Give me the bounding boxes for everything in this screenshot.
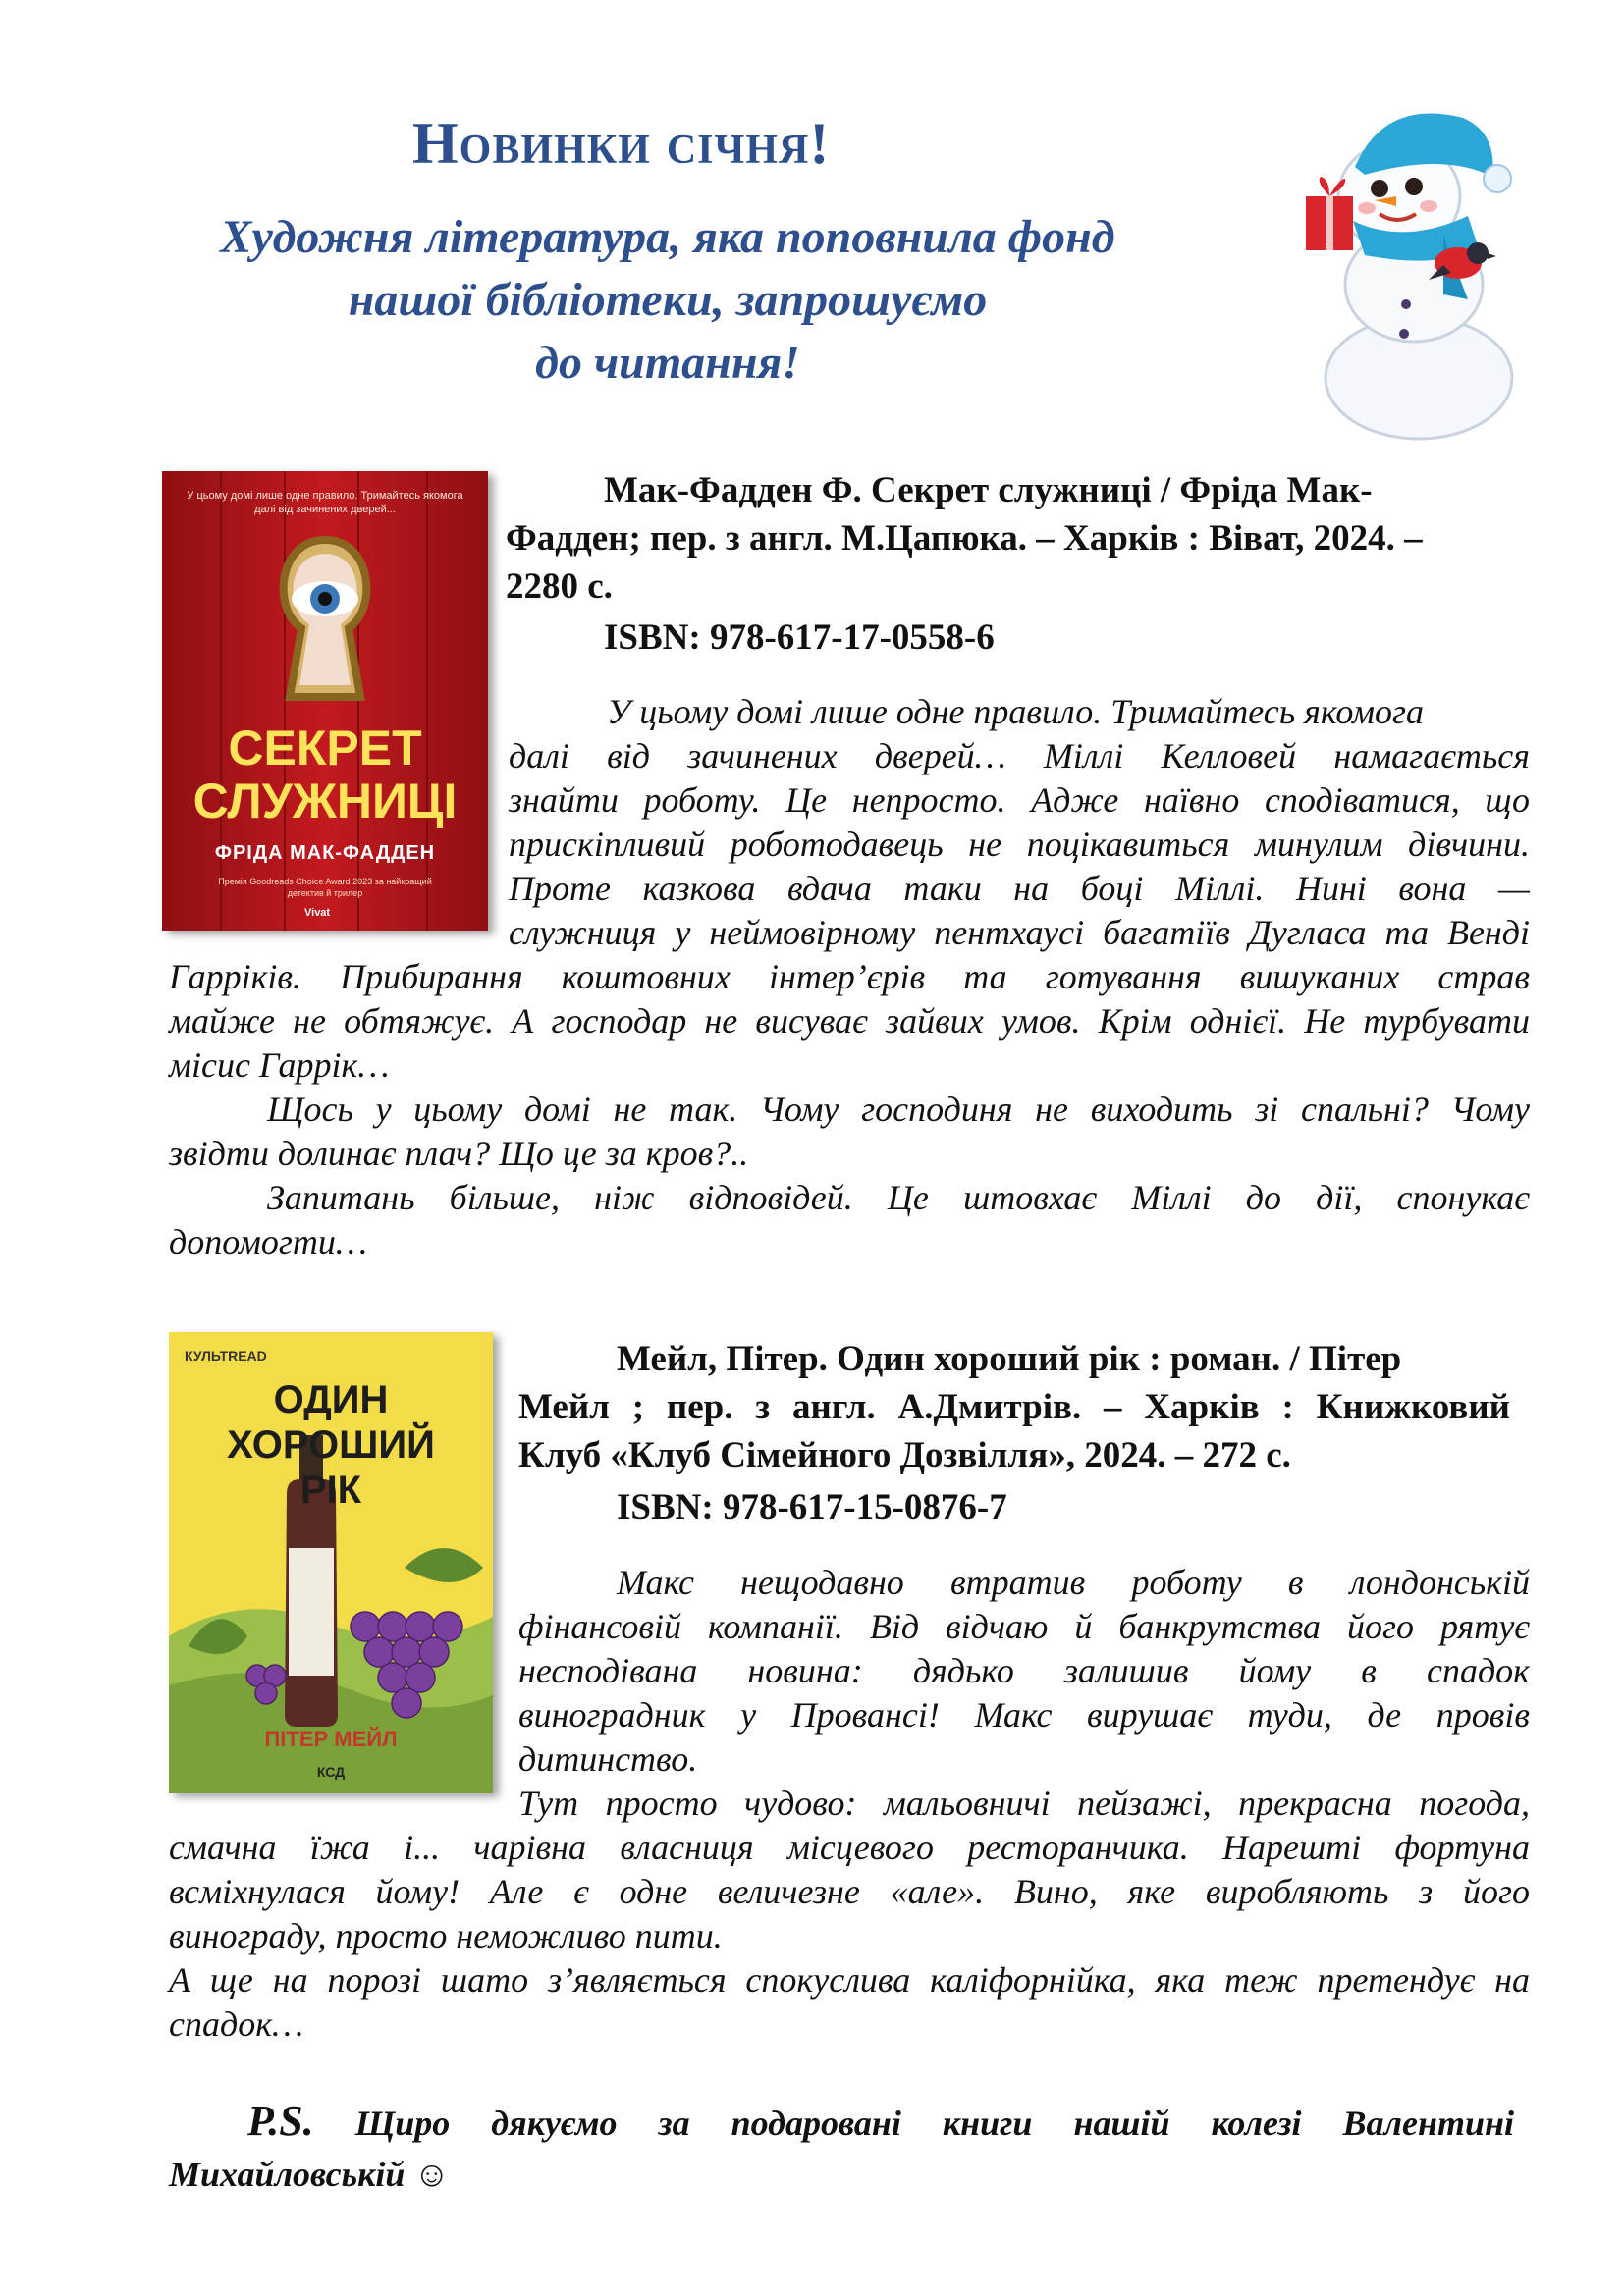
cover-series: КУЛЬТREAD xyxy=(185,1348,267,1363)
smiley-icon: ☺ xyxy=(413,2155,451,2194)
book2-description-continued xyxy=(169,1826,1530,2047)
desc-line: допомогти… xyxy=(169,1222,367,1261)
cover-publisher-logo: КСД xyxy=(316,1764,346,1780)
desc-line: Проте казкова вдача таки на боці Міллі. Нині вона — xyxy=(509,869,1530,908)
book-cover-odyn-khoroshyi-rik xyxy=(169,1332,493,1793)
citation-line: Клуб «Клуб Сімейного Дозвілля», 2024. – 272 с. xyxy=(518,1435,1291,1475)
cover-award: Премія Goodreads Choice Award 2023 за найкращий детектив й трилер xyxy=(218,877,432,898)
desc-line: місис Гаррік… xyxy=(169,1045,390,1085)
subtitle-line-2: нашої бібліотеки, запрошуємо xyxy=(348,274,988,326)
page-title: Новинки січня! xyxy=(412,111,831,176)
desc-line: А ще на порозі шато з’являється спокуслива каліфорнійка, яка теж претендує на xyxy=(169,1960,1530,2000)
citation-line: Фадден; пер. з англ. М.Цапюка. – Харків : Віват, 2024. – xyxy=(506,518,1423,559)
cover-tagline: У цьому домі лише одне правило. Тримайтесь якомога далі від зачинених дверей... xyxy=(187,490,463,515)
postscript-name: Михайловській xyxy=(169,2155,406,2194)
cover-publisher-logo: Vivat xyxy=(304,907,331,919)
desc-line: знайти роботу. Це непросто. Адже наївно сподіватися, що xyxy=(509,780,1530,820)
desc-line: звідти долинає плач? Що це за кров?.. xyxy=(169,1134,749,1173)
desc-line: Гарріків. Прибирання коштовних інтер’єрів та готування вишуканих страв xyxy=(169,957,1530,996)
citation-line: Мак-Фадден Ф. Секрет служниці / Фріда Мак- xyxy=(604,470,1373,510)
desc-line: фінансовій компанії. Від відчаю й банкрутства його рятує xyxy=(518,1607,1530,1646)
book1-citation xyxy=(506,466,1507,611)
cover-title xyxy=(162,721,488,828)
desc-line: виноградник у Провансі! Макс вирушає туди, де провів xyxy=(518,1695,1530,1735)
book2-description xyxy=(518,1561,1530,1826)
desc-line: дитинство. xyxy=(518,1739,698,1779)
postscript-text: Щиро дякуємо за подаровані книги нашій колезі Валентині xyxy=(354,2104,1514,2143)
cover-title xyxy=(169,1377,493,1513)
desc-line: прискіпливий роботодавець не поцікавиться минулим дівчини. xyxy=(509,825,1530,864)
desc-line: служниця у неймовірному пентхаусі багатіїв Дугласа та Венді xyxy=(509,913,1530,952)
cover-title-line-2: СЛУЖНИЦІ xyxy=(192,774,458,828)
cover-title-line-1: СЕКРЕТ xyxy=(228,721,422,775)
desc-line: смачна їжа і... чарівна власниця місцевого ресторанчика. Нарешті фортуна xyxy=(169,1828,1530,1867)
postscript-line-2 xyxy=(169,2149,1514,2200)
desc-line: Тут просто чудово: мальовничі пейзажі, прекрасна погода, xyxy=(518,1784,1530,1823)
desc-line: Щось у цьому домі не так. Чому господиня не виходить зі спальні? Чому xyxy=(267,1090,1530,1129)
desc-line: далі від зачинених дверей… Міллі Келловей намагається xyxy=(509,736,1530,775)
snowman-icon xyxy=(1296,98,1532,442)
postscript-line-1 xyxy=(169,2096,1514,2149)
citation-line: Мейл ; пер. з англ. А.Дмитрів. – Харків : Книжковий xyxy=(518,1387,1510,1427)
cover-author: ФРІДА МАК-ФАДДЕН xyxy=(214,842,436,864)
subtitle-line-3: до читання! xyxy=(535,337,800,389)
citation-line: Мейл, Пітер. Один хороший рік : роман. / Пітер xyxy=(617,1339,1402,1379)
desc-line: У цьому домі лише одне правило. Тримайтесь якомога xyxy=(607,692,1425,731)
cover-title-line-2: РІК xyxy=(299,1468,362,1512)
book-cover-secret-sluzhnytsi xyxy=(162,471,488,931)
subtitle-line-1: Художня література, яка поповнила фонд xyxy=(220,211,1115,263)
book1-description xyxy=(509,690,1530,955)
book1-isbn: ISBN: 978-617-17-0558-6 xyxy=(604,617,995,658)
desc-line: всміхнулася йому! Але є одне величезне «але». Вино, яке виробляють з його xyxy=(169,1872,1530,1911)
desc-line: несподівана новина: дядько залишив йому в спадок xyxy=(518,1651,1530,1690)
desc-line: Запитань більше, ніж відповідей. Це штовхає Міллі до дії, спонукає xyxy=(267,1178,1530,1217)
cover-author: ПІТЕР МЕЙЛ xyxy=(264,1727,398,1751)
desc-line: винограду, просто неможливо пити. xyxy=(169,1916,723,1955)
desc-line: спадок… xyxy=(169,2004,304,2044)
book2-isbn: ISBN: 978-617-15-0876-7 xyxy=(617,1487,1007,1527)
citation-line: 2280 с. xyxy=(506,566,613,607)
postscript xyxy=(169,2096,1514,2200)
desc-line: Макс нещодавно втратив роботу в лондонській xyxy=(617,1563,1530,1602)
cover-title-line-1: ОДИН ХОРОШИЙ xyxy=(227,1378,435,1467)
postscript-label: P.S. xyxy=(247,2097,314,2145)
book1-description-continued xyxy=(169,955,1530,1264)
page-subtitle xyxy=(128,206,1208,395)
snowman-illustration xyxy=(1296,98,1532,442)
book2-citation xyxy=(518,1335,1510,1479)
desc-line: майже не обтяжує. А господар не висуває зайвих умов. Крім однієї. Не турбувати xyxy=(169,1001,1530,1041)
